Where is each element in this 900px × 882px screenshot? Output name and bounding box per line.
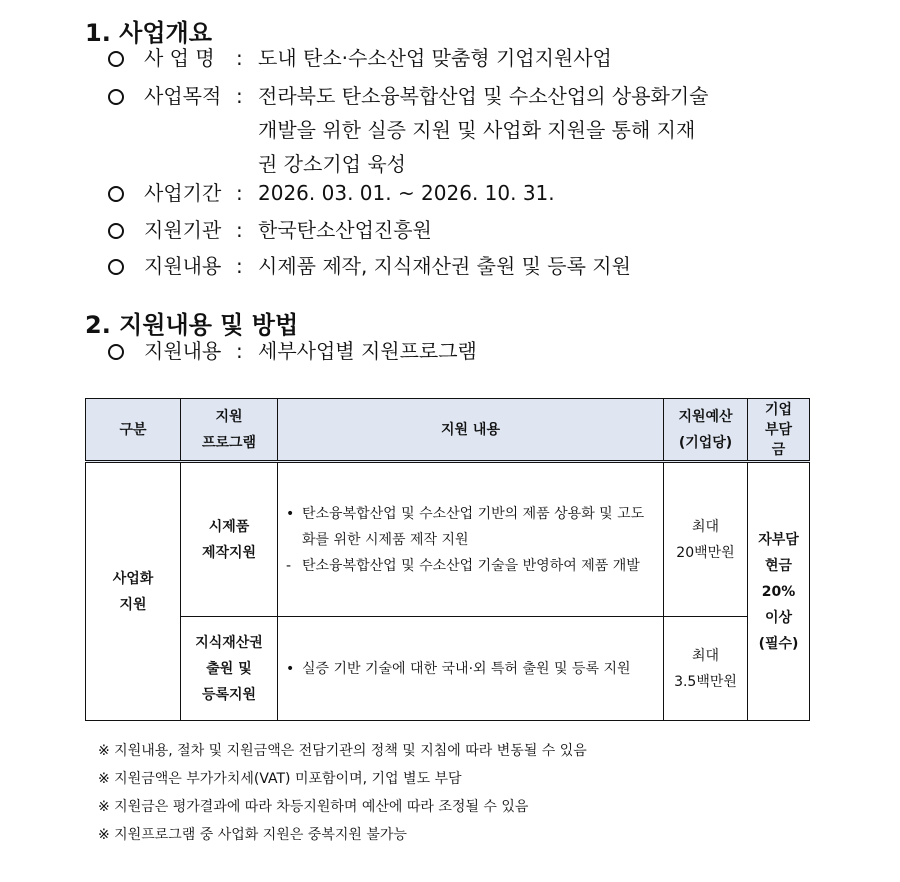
item-value-line: 권 강소기업 육성: [258, 152, 406, 176]
section2-title: 2. 지원내용 및 방법: [85, 311, 299, 339]
item-value: 도내 탄소·수소산업 맞춤형 기업지원사업: [258, 46, 612, 70]
content-cell: [278, 462, 664, 617]
header-program: 지원 프로그램: [181, 399, 278, 462]
budget-cell: 최대 3.5백만원: [664, 617, 748, 721]
list-item: • 실증 기반 기술에 대한 국내·외 특허 출원 및 등록 지원: [286, 660, 631, 677]
circle-bullet-icon: [108, 89, 124, 105]
item-value-line: 개발을 위한 실증 지원 및 사업화 지원을 통해 지재: [258, 118, 696, 142]
support-program-table: [85, 398, 810, 721]
table-row: [86, 617, 810, 721]
header-content: 지원 내용: [278, 399, 664, 462]
company-share-cell: 자부담 현금 20% 이상 (필수): [748, 462, 810, 721]
program-cell: 지식재산권 출원 및 등록지원: [181, 617, 278, 721]
note-line: ※ 지원금은 평가결과에 따라 차등지원하며 예산에 따라 조정될 수 있음: [98, 799, 529, 815]
circle-bullet-icon: [108, 259, 124, 275]
header-company-share: 기업 부담 금: [748, 399, 810, 462]
item-label: 지원내용: [144, 254, 222, 278]
note-line: ※ 지원프로그램 중 사업화 지원은 중복지원 불가능: [98, 827, 407, 843]
item-value: 시제품 제작, 지식재산권 출원 및 등록 지원: [258, 254, 631, 278]
item-label: 사업기간: [144, 181, 222, 205]
item-label: 사업목적: [144, 84, 222, 108]
circle-bullet-icon: [108, 51, 124, 67]
circle-bullet-icon: [108, 186, 124, 202]
note-line: ※ 지원내용, 절차 및 지원금액은 전담기관의 정책 및 지침에 따라 변동될 수 있음: [98, 743, 587, 759]
note-line: ※ 지원금액은 부가가치세(VAT) 미포함이며, 기업 별도 부담: [98, 771, 462, 787]
item-label: 사 업 명: [144, 46, 215, 70]
list-item: • 탄소융복합산업 및 수소산업 기반의 제품 상용화 및 고도화를 위한 시제품 제작 지원: [286, 505, 645, 548]
content-cell: [278, 617, 664, 721]
item-label: 지원기관: [144, 218, 222, 242]
item-label: 지원내용: [144, 339, 222, 363]
item-value-line: 전라북도 탄소융복합산업 및 수소산업의 상용화기술: [258, 84, 709, 108]
item-value: 세부사업별 지원프로그램: [258, 339, 477, 363]
circle-bullet-icon: [108, 223, 124, 239]
header-budget: 지원예산 (기업당): [664, 399, 748, 462]
list-item: - 탄소융복합산업 및 수소산업 기술을 반영하여 제품 개발: [286, 557, 640, 574]
item-value: 한국탄소산업진흥원: [258, 218, 432, 242]
category-cell: 사업화 지원: [86, 462, 181, 721]
section1-title: 1. 사업개요: [85, 19, 212, 47]
notes: [98, 737, 587, 849]
item-value: 2026. 03. 01. ~ 2026. 10. 31.: [258, 181, 555, 205]
table-row: [86, 462, 810, 617]
budget-cell: 최대 20백만원: [664, 462, 748, 617]
circle-bullet-icon: [108, 344, 124, 360]
program-cell: 시제품 제작지원: [181, 462, 278, 617]
header-category: 구분: [86, 399, 181, 462]
